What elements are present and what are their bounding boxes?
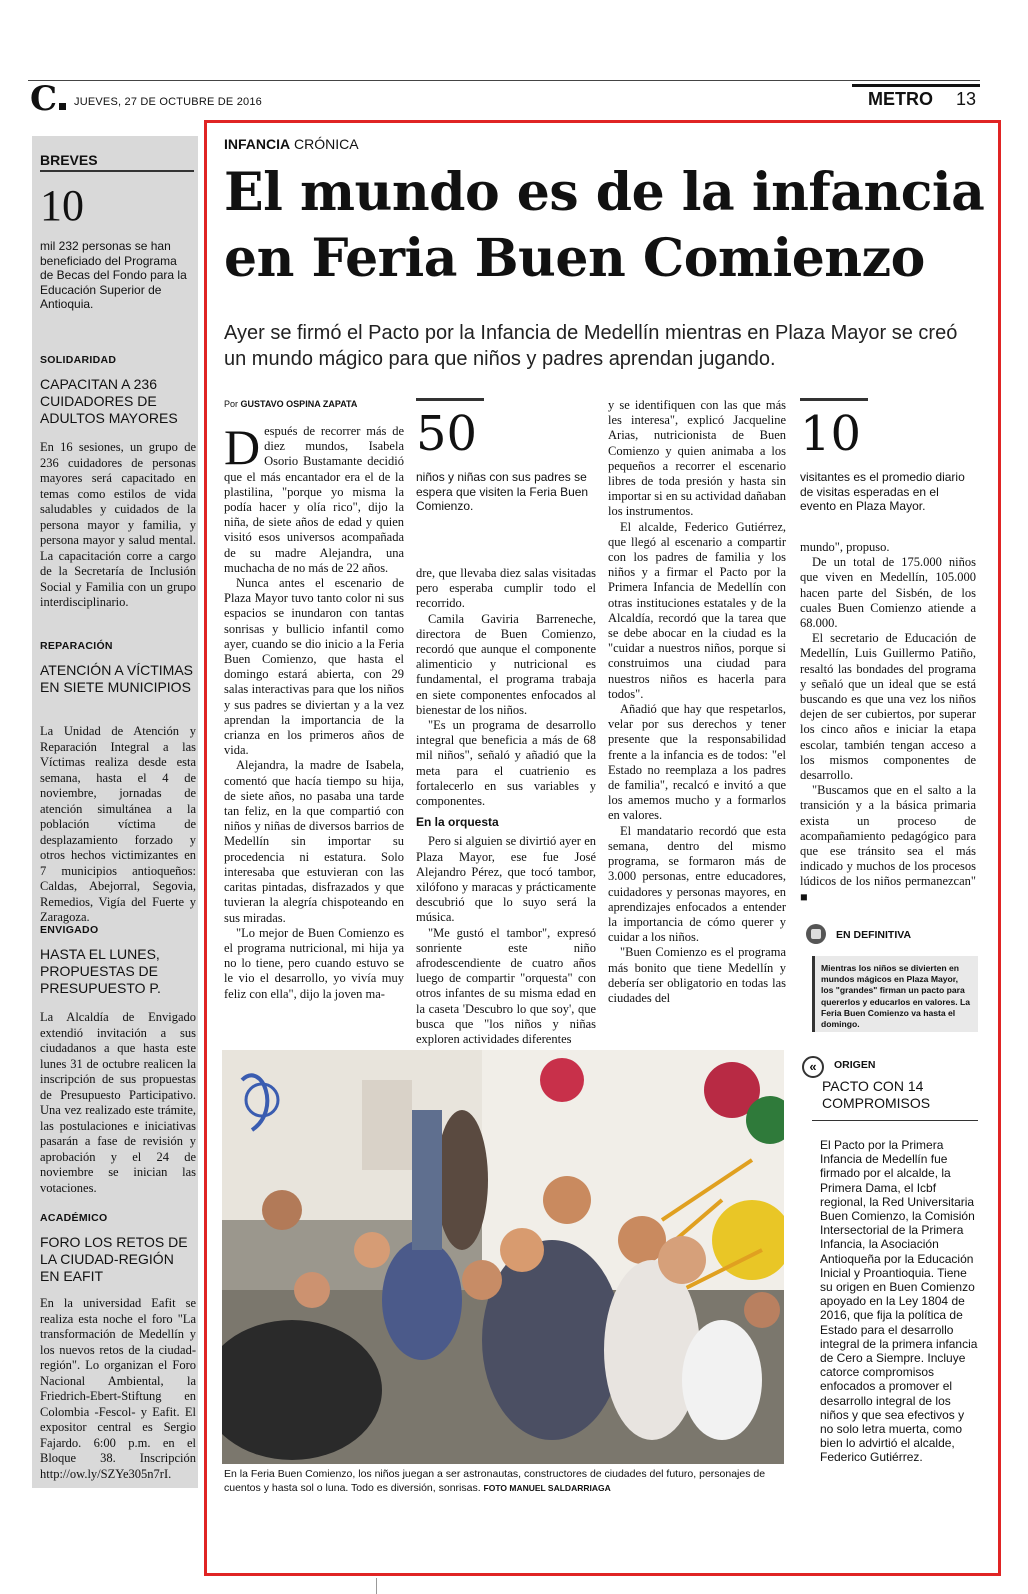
- stat-number: 50: [416, 406, 478, 462]
- brief-headline: ATENCIÓN A VÍCTIMAS EN SIETE MUNICIPIOS: [40, 662, 193, 695]
- paragraph: dre, que llevaba diez salas visitadas pero esperaba cumplir todo el recorrido.: [416, 566, 596, 611]
- breves-sidebar: [32, 136, 198, 1488]
- paragraph: El alcalde, Federico Gutiérrez, que llegó al escenario a compartir con los padres de familia y los niños y a firmar el Pacto por la Primera Infancia de Medellín con otras instituciones estatales y de la Alcaldía, recordó que la tarea que se debe abocar en la ciudad es la "cuidar a nuestros niños, porque si construimos una ciudad para nuestros niños es hacerla para todos".: [608, 519, 786, 701]
- origen-label: ORIGEN: [834, 1059, 876, 1071]
- paragraph: y se identifiquen con las que más les interesa", explicó Jacqueline Arias, nutricionista de Buen Comienzo y quien animaba a los pequeños a recorrer el escenario libres de toda presión y hasta sin importar si en su actividad dañaban los instrumentos.: [608, 398, 786, 519]
- brief-headline: HASTA EL LUNES, PROPUESTAS DE PRESUPUESTO P.: [40, 946, 161, 996]
- brief-body: En 16 sesiones, un grupo de 236 cuidadores de personas mayores será capacitado en temas como estilos de vida saludables y cuidados de la persona mayor y familia, y persona mayor y salud mental. La capacitación corre a cargo de la Secretaría de Inclusión Social y Familia con un grupo interdisciplinario.: [40, 440, 196, 609]
- origen-title: PACTO CON 14 COMPROMISOS: [822, 1078, 931, 1111]
- article-headline: El mundo es de la infancia en Feria Buen Comienzo: [224, 162, 985, 289]
- brief-body: En la universidad Eafit se realiza esta noche el foro "La transformación de Medellín y los nuevos retos de la ciudad-región". Lo organizan el Foro Nacional Ambiental, la Friedrich-Ebert-Stiftung en Colombia -Fescol- y Eafit. El expositor central es Sergio Fajardo. 6:00 p.m. en el Bloque 38. Inscripción http://ow.ly/SZYe305n7rI.: [40, 1296, 196, 1481]
- paragraph: Alejandra, la madre de Isabela, comentó que hacía tiempo su hija, de siete años, no pasaba una tarde tan feliz, en la que compartió con niños y niñas de diversos barrios de Medellín sin importar su procedencia ni estatura. Solo interesaba que estuvieran con las caritas pintadas, disfrazados y que tuvieran la alegría chispoteando en sus miradas.: [224, 758, 404, 925]
- article-column-2: [416, 566, 596, 1047]
- page-number: 13: [955, 89, 976, 109]
- paragraph: Camila Gaviria Barreneche, directora de Buen Comienzo, recordó que aunque el componente alimenticio y nutricional es fundamental, el programa trabaja en siete componentes enfocados al bienestar de los niños.: [416, 611, 596, 717]
- photo-credit: FOTO MANUEL SALDARRIAGA: [483, 1482, 611, 1493]
- en-definitiva-label: EN DEFINITIVA: [836, 929, 912, 941]
- origen-rule: [812, 1120, 978, 1121]
- fold-mark: [376, 1578, 377, 1594]
- paragraph: El mandatario recordó que esta semana, dentro del mismo programa, se formaron más de 3.000 personas, entre educadores, cuidadores y personas mayores, en aprendizajes enfocados a entender la importancia de cómo querer y cuidar a los niños.: [608, 823, 786, 945]
- paragraph: "Es un programa de desarrollo integral que beneficia a más de 68 mil niños", señaló y añadió que la meta para el cuatrienio es fortalecerlo en sus variables y componentes.: [416, 718, 596, 809]
- section-header: [852, 84, 980, 110]
- newspaper-logo: C: [30, 82, 66, 116]
- en-definitiva-icon: [806, 924, 826, 944]
- stat-rule: [416, 398, 484, 401]
- paragraph: mundo", propuso.: [800, 540, 890, 554]
- brief-tag: ENVIGADO: [40, 924, 99, 936]
- paragraph: "Buscamos que en el salto a la transición y a la básica primaria exista un proceso de acompañamiento pedagógico para que ese tránsito sea el más indicado y muchos de los procesos lúdicos de los niños permanezcan" ■: [800, 783, 976, 904]
- byline: Por GUSTAVO OSPINA ZAPATA: [224, 399, 358, 409]
- stat-rule: [800, 398, 868, 401]
- header-rule: [28, 80, 980, 81]
- article-deck: Ayer se firmó el Pacto por la Infancia de Medellín mientras en Plaza Mayor se creó un mundo mágico para que niños y padres aprendan jugando.: [224, 322, 958, 370]
- stat-text: niños y niñas con sus padres se espera que visiten la Feria Buen Comienzo.: [416, 470, 589, 513]
- breves-number: 10: [40, 181, 84, 230]
- brief-tag: ACADÉMICO: [40, 1212, 108, 1224]
- brief-headline: CAPACITAN A 236 CUIDADORES DE ADULTOS MAYORES: [40, 376, 178, 426]
- brief-body: La Alcaldía de Envigado extendió invitación a sus ciudadanos a que hasta este lunes 31 de octubre realicen la inscripción de sus propuestas de Presupuesto Participativo. Una vez realizado este trámite, las postulaciones e iniciativas pasarán a fase de revisión y aprobación y el 24 de noviembre se inician las votaciones.: [40, 1010, 196, 1195]
- publication-date: JUEVES, 27 DE OCTUBRE DE 2016: [74, 96, 262, 108]
- article-column-4: [800, 540, 976, 905]
- subhead: En la orquesta: [416, 815, 499, 830]
- brief-headline: FORO LOS RETOS DE LA CIUDAD-REGIÓN EN EAFIT: [40, 1234, 188, 1284]
- stat-text: visitantes es el promedio diario de visitas esperadas en el evento en Plaza Mayor.: [800, 470, 965, 513]
- paragraph: "Me gustó el tambor", expresó sonriente este niño afrodescendiente de cuatro años luego de compartir "orquesta" con otros infantes de su misma edad en la caseta 'Descubro lo que soy', que busca que "los niños y niñas exploren actividades diferentes: [416, 925, 596, 1047]
- article-column-1: [224, 419, 404, 1002]
- article-kicker: INFANCIA CRÓNICA: [224, 136, 359, 152]
- paragraph: Pero si alguien se divirtió ayer en Plaza Mayor, ese fue José Alejandro Pérez, que tocó tambor, xilófono y maracas y prácticamente descubrió que lo suyo será la música.: [416, 834, 596, 925]
- origen-body: El Pacto por la Primera Infancia de Medellín fue firmado por el alcalde, la Primera Dama, el Icbf regional, la Red Universitaria Buen Comienzo, la Comisión Intersectorial de la Primera Infancia, la Asociación Antioqueña por la Educación Inicial y Proantioquia. Tiene su origen en Buen Comienzo apoyado en la Ley 1804 de 2016, que fija la política de Estado para el desarrollo integral de la primera infancia de Cero a Siempre. Incluye catorce compromisos enfocados a promover el desarrollo integral de los niños y que sea efectivos y no solo letra muerta, como bien lo advirtió el alcalde, Federico Gutiérrez.: [820, 1138, 978, 1465]
- brief-tag: SOLIDARIDAD: [40, 354, 117, 366]
- paragraph: De un total de 175.000 niños que viven en Medellín, 105.000 hacen parte del Sisbén, de los cuales Buen Comienzo atiende a 68.000.: [800, 555, 976, 631]
- back-arrow-icon: «: [802, 1056, 824, 1078]
- brief-body: La Unidad de Atención y Reparación Integral a las Víctimas realiza desde esta semana, hasta el 4 de noviembre, jornadas de atención simultánea a la población víctima de desplazamiento forzado y otros hechos victimizantes en 7 municipios antioqueños: Caldas, Abejorral, Segovia, Remedios, Vigía del Fuerte y Zaragoza.: [40, 724, 196, 924]
- paragraph: "Lo mejor de Buen Comienzo es el programa nutricional, mi hija ya no lo tiene, pero cuando estuvo se le vio el desarrollo, yo vivía muy feliz con ella", dijo la joven ma-: [224, 925, 404, 1001]
- breves-label: BREVES: [40, 152, 98, 168]
- article-column-3: [608, 398, 786, 1006]
- paragraph: espués de recorrer más de diez mundos, Isabela Osorio Bustamante decidió que el más encantador era el de la plastilina, "porque yo misma la podía hacer y olía rico", dijo la niña, de siete años de edad y quien visitó esos universos acompañada de su madre Alejandra, una muchacha de no más de 22 años.: [224, 424, 404, 575]
- section-name: METRO: [868, 89, 933, 109]
- breves-text: mil 232 personas se han beneficiado del Programa de Becas del Fondo para la Educación Superior de Antioquia.: [40, 239, 187, 311]
- brief-tag: REPARACIÓN: [40, 640, 113, 652]
- paragraph: "Buen Comienzo es el programa más bonito que tiene Medellín y debería ser obligatorio en todas las ciudades del: [608, 945, 786, 1005]
- en-definitiva-text: Mientras los niños se divierten en mundos mágicos en Plaza Mayor, los "grandes" firman un pacto para quererlos y educarlos en valores. La Feria Buen Comienzo va hasta el domingo.: [812, 956, 978, 1032]
- photo-caption: En la Feria Buen Comienzo, los niños juegan a ser astronautas, constructores de ciudades del futuro, personajes de cuentos y hasta sol o luna. Todo es diversión, sonrisas. FOTO MANUEL SALDARRIAGA: [224, 1468, 766, 1494]
- children-photo-illustration: [222, 1050, 784, 1464]
- article-photo: [222, 1050, 784, 1464]
- drop-cap: D: [224, 419, 261, 475]
- paragraph: Nunca antes el escenario de Plaza Mayor tuvo tanto color ni sus espacios se inundaron con tantas sonrisas y bullicio infantil como ayer, cuando se dio inicio a la Feria Buen Comienzo, que hasta el domingo estará abierta, con 29 salas interactivas para que los niños y sus padres se diviertan y a la vez aprendan la importancia de la crianza en los primeros años de vida.: [224, 576, 404, 758]
- stat-number: 10: [800, 406, 862, 462]
- paragraph: El secretario de Educación de Medellín, Luis Guillermo Patiño, resaltó las bondades del programa y señaló que un ideal que se está buscando es que una vez los niños dejen de ser cubiertos, por superar los cinco años e iniciar la etapa escolar, también tengan acceso a los mismos componentes de desarrollo.: [800, 631, 976, 783]
- paragraph: Añadió que hay que respetarlos, velar por sus derechos y tener presente que la responsabilidad frente a la infancia es de todos: "el Estado no reemplaza a los padres de familia", recalcó e invitó a que los amemos mucho y a formarlos en valores.: [608, 702, 786, 823]
